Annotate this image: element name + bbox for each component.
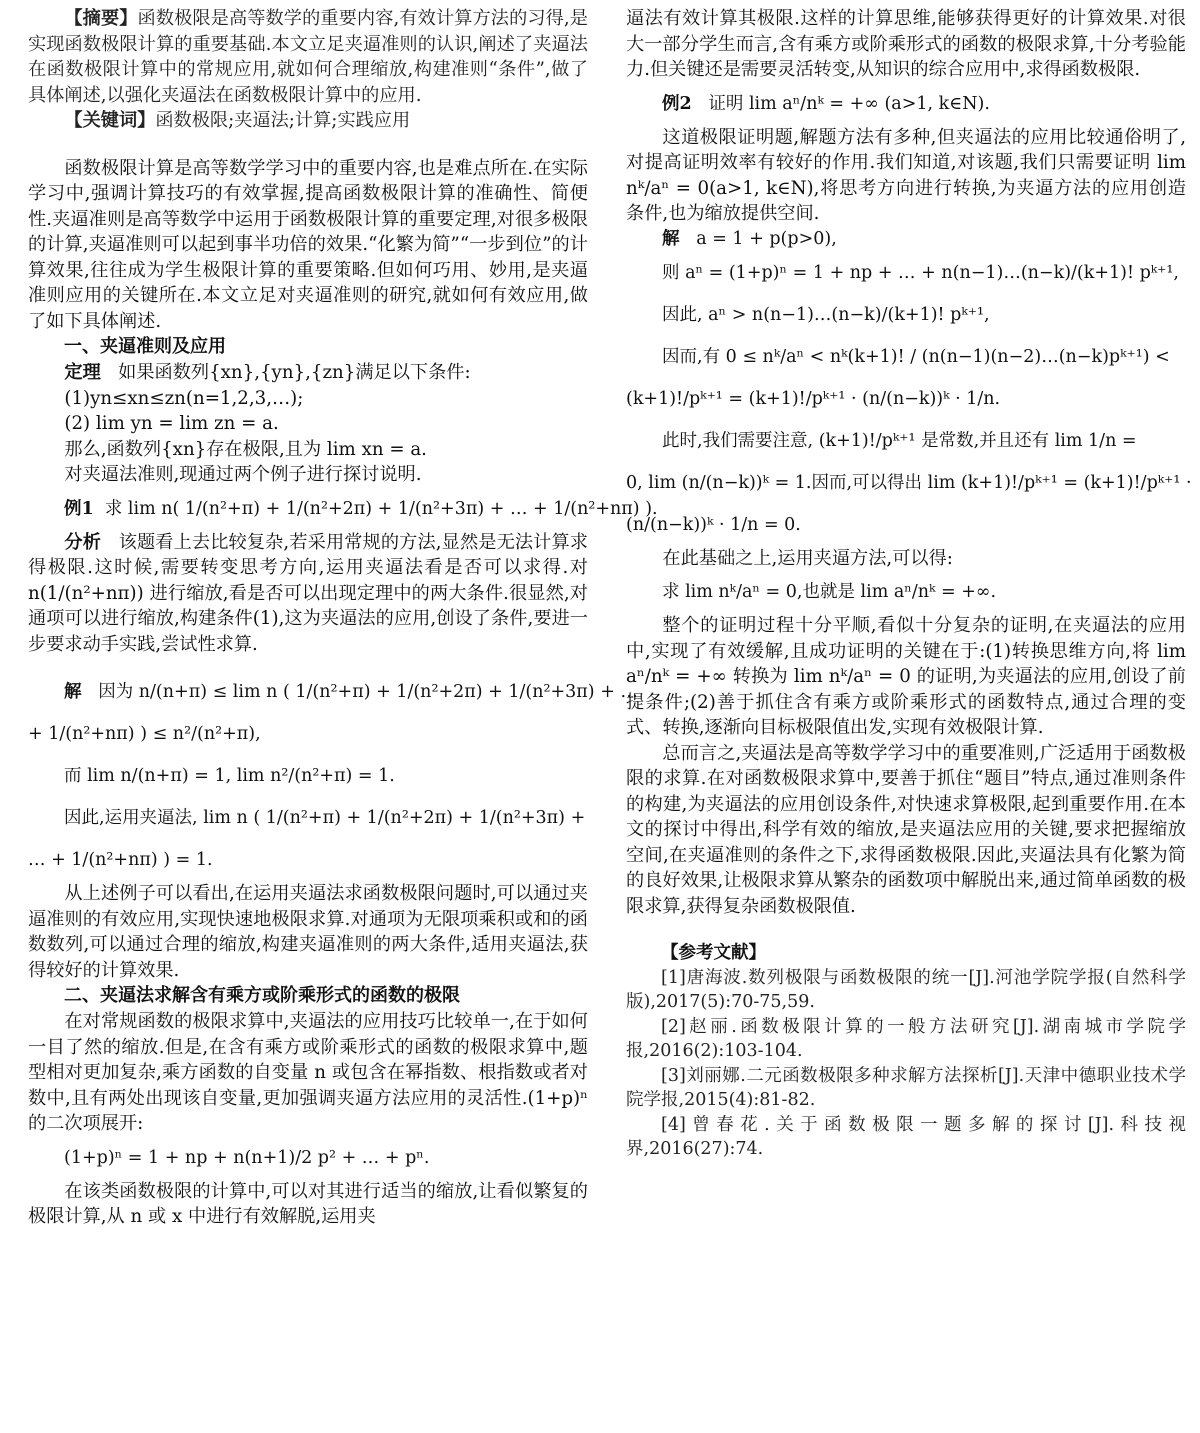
result-line: 求 lim nᵏ/aⁿ = 0,也就是 lim aⁿ/nᵏ = +∞. (662, 582, 997, 602)
example-2-discussion: 这道极限证明题,解题方法有多种,但夹逼法的应用比较通俗明了,对提高证明效率有较好的作用.我们知道,对该题,我们只需要证明 lim nᵏ/aⁿ = 0(a>1, k∈N),将思考方向进行转换,为夹逼方法的应用创造条件,也为缩放提供空间. (626, 126, 1186, 224)
theorem (28, 360, 588, 386)
examples-intro: 对夹逼法准则,现通过两个例子进行探讨说明. (64, 464, 422, 485)
note-line-3: (n/(n−k))ᵏ · 1/n = 0. (626, 514, 801, 535)
binomial-expansion: (1+p)ⁿ = 1 + np + n(n+1)/2 p² + … + pⁿ. (64, 1147, 430, 1168)
note-line-1: 此时,我们需要注意, (k+1)!/pᵏ⁺¹ 是常数,并且还有 lim 1/n = (662, 430, 1137, 451)
solution-2-line-a (626, 227, 1186, 252)
keywords-label: 【关键词】 (64, 110, 156, 131)
example-1-text: 求 lim n( 1/(n²+π) + 1/(n²+2π) + 1/(n²+3π) + … + 1/(n²+nπ) ). (104, 498, 658, 519)
solution-label: 解 (64, 682, 82, 702)
reference-item: [4]曾春花.关于函数极限一题多解的探讨[J].科技视界,2016(27):74. (626, 1114, 1186, 1159)
section-2-heading: 二、夹逼法求解含有乘方或阶乘形式的函数的极限 (64, 985, 460, 1006)
reference-item: [3]刘丽娜.二元函数极限多种求解方法探析[J].天津中德职业技术学院学报,2015(4):81-82. (626, 1065, 1186, 1110)
theorem-label: 定理 (64, 362, 101, 383)
note-line-2: 0, lim (n/(n−k))ᵏ = 1.因而,可以得出 lim (k+1)!/pᵏ⁺¹ = (k+1)!/pᵏ⁺¹ · (626, 472, 1192, 493)
solution-1-line-3: 而 lim n/(n+π) = 1, lim n²/(n²+π) = 1. (64, 766, 395, 786)
example-2 (626, 83, 1186, 125)
solution-1-line-4: 因此,运用夹逼法, lim n ( 1/(n²+π) + 1/(n²+2π) + 1/(n²+3π) + (64, 808, 586, 828)
right-column (626, 6, 1192, 1162)
keywords-text: 函数极限;夹逼法;计算;实践应用 (155, 110, 411, 131)
left-column (28, 6, 658, 1230)
reference-item: [2]赵丽.函数极限计算的一般方法研究[J].湖南城市学院学报,2016(2):103-104. (626, 1016, 1186, 1061)
base-sentence: 在此基础之上,运用夹逼方法,可以得: (662, 547, 953, 569)
wrap-up-paragraph: 整个的证明过程十分平顺,看似十分复杂的证明,在夹逼法的应用中,实现了有效缓解,且成功证明的关键在于:(1)转换思维方向,将 lim aⁿ/nᵏ = +∞ 转换为 lim nᵏ/aⁿ = 0 的证明,为夹逼法的应用,创设了前提条件;(2)善于抓住含有乘方或阶乘形式的函数特点,通过合理的变式、转换,逐渐向目标极限值出发,实现有效极限计算. (626, 615, 1186, 738)
solution-2-line-c: 因此, aⁿ > n(n−1)…(n−k)/(k+1)! pᵏ⁺¹, (662, 304, 990, 325)
references-title: 【参考文献】 (661, 943, 766, 963)
section-2-paragraph: 在对常规函数的极限求算中,夹逼法的应用技巧比较单一,在于如何一目了然的缩放.但是,在含有乘方或阶乘形式的函数的极限求算中,题型相对更加复杂,乘方函数的自变量 n 或包含在幂指数、根指数或者对数中,且有两处出现该自变量,更加强调夹逼方法应用的灵活性.(1+p)ⁿ 的二次项展开: (28, 1011, 588, 1134)
example-1-label: 例1 (64, 498, 94, 519)
solution-2-line-e: (k+1)!/pᵏ⁺¹ = (k+1)!/pᵏ⁺¹ · (n/(n−k))ᵏ · 1/n. (626, 388, 1001, 409)
example-2-text: 证明 lim aⁿ/nᵏ = +∞ (a>1, k∈N). (708, 93, 990, 114)
solution-1-line-1-text: 因为 n/(n+π) ≤ lim n ( 1/(n²+π) + 1/(n²+2π) + 1/(n²+3π) + … (98, 682, 638, 702)
solution-2-line-b: 则 aⁿ = (1+p)ⁿ = 1 + np + … + n(n−1)…(n−k)/(k+1)! pᵏ⁺¹, (662, 262, 1179, 283)
condition-conclusion: 那么,函数列{xn}存在极限,且为 lim xn = a. (64, 438, 427, 460)
analysis (28, 530, 588, 658)
analysis-label: 分析 (64, 531, 101, 553)
example-1 (28, 488, 658, 530)
analysis-text: 该题看上去比较复杂,若采用常规的方法,显然是无法计算求得极限.这时候,需要转变思考方向,运用夹逼法看是否可以求得.对 n(1/(n²+nπ)) 进行缩放,看是否可以出现定理中的两大条件.很显然,对通项可以进行缩放,构建条件(1),这为夹逼法的应用,创设了条件,要进一步要求动手实践,尝试性求算. (28, 531, 588, 655)
keywords (28, 108, 588, 134)
solution-1-line-2: + 1/(n²+nπ) ) ≤ n²/(n²+π), (28, 724, 261, 744)
condition-1: (1)yn≤xn≤zn(n=1,2,3,…); (64, 387, 304, 409)
abstract-label: 【摘要】 (64, 8, 138, 29)
section-2-tail: 在该类函数极限的计算中,可以对其进行适当的缩放,让看似繁复的极限计算,从 n 或 x 中进行有效解脱,运用夹 (28, 1180, 588, 1227)
reference-item: [1]唐海波.数列极限与函数极限的统一[J].河池学院学报(自然科学版),2017(5):70-75,59. (626, 967, 1186, 1012)
abstract-text: 函数极限是高等数学的重要内容,有效计算方法的习得,是实现函数极限计算的重要基础.本文立足夹逼准则的认识,阐述了夹逼法在函数极限计算中的常规应用,就如何合理缩放,构建准则“条件”,做了具体阐述,以强化夹逼法在函数极限计算中的应用. (28, 8, 588, 106)
conclusion-paragraph: 总而言之,夹逼法是高等数学学习中的重要准则,广泛适用于函数极限的求算.在对函数极限求算中,要善于抓住“题目”特点,通过准则条件的构建,为夹逼法的应用创设条件,对快速求算极限,起到重要作用.在本文的探讨中得出,科学有效的缩放,是夹逼法应用的关键,要求把握缩放空间,在夹逼准则的条件之下,求得函数极限.因此,夹逼法具有化繁为简的良好效果,让极限求算从繁杂的函数项中解脱出来,通过简单函数的极限求算,获得复杂函数极限值. (626, 742, 1186, 917)
continuation-paragraph: 逼法有效计算其极限.这样的计算思维,能够获得更好的计算效果.对很大一部分学生而言,含有乘方或阶乘形式的函数的极限求算,十分考验能力.但关键还是需要灵活转变,从知识的综合应用中,求得函数极限. (626, 8, 1186, 80)
section-1-heading: 一、夹逼准则及应用 (64, 336, 226, 357)
example-2-label: 例2 (662, 93, 692, 114)
solution-2-line-a-text: a = 1 + p(p>0), (696, 228, 837, 249)
summary-paragraph: 从上述例子可以看出,在运用夹逼法求函数极限问题时,可以通过夹逼准则的有效应用,实现快速地极限求算.对通项为无限项乘积或和的函数数列,可以通过合理的缩放,构建夹逼准则的两大条件,适用夹逼法,获得较好的计算效果. (28, 883, 588, 981)
solution-2-label: 解 (662, 228, 680, 249)
abstract (28, 6, 588, 108)
condition-2: (2) lim yn = lim zn = a. (64, 413, 279, 434)
solution-1-line-1 (28, 671, 638, 713)
references (626, 941, 1186, 1162)
solution-2-line-d: 因而,有 0 ≤ nᵏ/aⁿ < nᵏ(k+1)! / (n(n−1)(n−2)…(n−k)pᵏ⁺¹) < (662, 346, 1170, 367)
solution-1-line-5: … + 1/(n²+nπ) ) = 1. (28, 850, 213, 870)
theorem-text: 如果函数列{xn},{yn},{zn}满足以下条件: (118, 362, 471, 383)
intro-paragraph: 函数极限计算是高等数学学习中的重要内容,也是难点所在.在实际学习中,强调计算技巧的有效掌握,提高函数极限计算的准确性、简便性.夹逼准则是高等数学中运用于函数极限计算的重要定理,对很多极限的计算,夹逼准则可以起到事半功倍的效果.“化繁为简”“一步到位”的计算效果,往往成为学生极限计算的重要策略.但如何巧用、妙用,是夹逼准则应用的关键所在.本文立足对夹逼准则的研究,就如何有效应用,做了如下具体阐述. (28, 157, 588, 332)
